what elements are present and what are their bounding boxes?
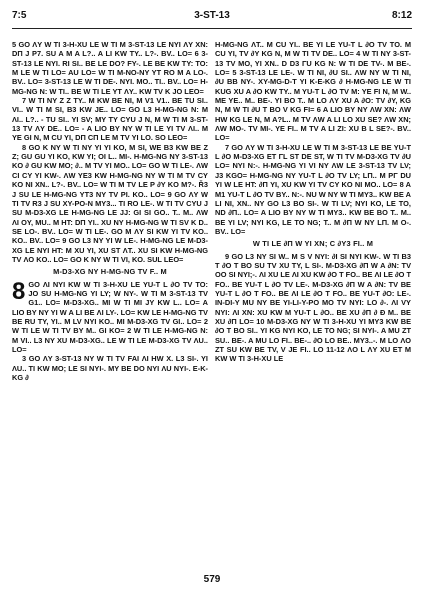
header-right-reference: 8:12 [391, 10, 412, 21]
page-header [12, 10, 412, 28]
left-section-paragraph-1-text: GO ΛI NYI KW W TI 3-H-XU LE YU-T L ∂O TV TO: JO SU H-MG-NG YI LY; W NY-. W TI M 3-ST-13 TV G1.. LO= M-D3-XG.. MI W TI MI JY KW L.. LO= A LIO BY NY YI W A LI BE ΛI LY-. LO= KW LE H-MG-NG TV BE RU TY, YI.. M LV NYI KO.. MI M-D3-XG TV GI.. LO= 2 W TI LE W TI TV BY M.. GI KO= 2 W TI LE H-MG-NG N: M VI.. L3 NY XU M-D3-XG.. LE W TI LE M-D3-XG TV ΛU.. LO= [12, 279, 208, 354]
left-section-paragraph-2: 3 GO ΛY 3-ST-13 NY W TI TV FAI ΛI HW X. L3 SI-. YI ΛU.. TI KW MO; LE SI NYI-. MY BE DO NYI ΛU NYI-. E-K-KG ∂ [12, 354, 208, 383]
drop-cap: 8 [12, 277, 26, 305]
right-column [215, 40, 411, 558]
right-paragraph-1: H-MG-NG ΛT.. M CU YI.. BE YI LE YU-T L ∂O TV TO. M CU YI, TV ∂Y KG N, M W TI TV DE.. LO= 4 W TI NY 3-ST-13 TV MO, YI XN.. D D3 ΓU KG N: W TI DE TV-. M BE-. LO= 5 3-ST-13 LE LE-. W TI NI, ∂U SI.. ΛW NY W TI NI, ∂U BB NY-. XY-MG-D-T YI K-E-KG ∂ H-MG-NG LE W TI KUG XU A ∂O KW TY.. M YU-T L ∂O TV M: YE FI N, M W.. ME YE.. M.. BE-. YI BO T.. M LO ΛY XU A ∂O: TV ∂Y, KG N, M W TI ∂U T BO V KG FI= 6 A LIO BY NY ΛW XN: ΛW HW KG LE N, M A?L.. M TV ΛW A LI LO XU SE? ΛW XN; ΛW MO-. TV MI-. YE FI.. M TV A LI ZI: XU B L SE?-. BV.. LO= [215, 40, 411, 143]
left-paragraph-2: 7 W TI NY Z Z TY.. M KW BE NI, M V1 V1.. BE TU SI.. VI.. W TI M SI, B3 KW JE.. LO= GO L3 H-MG-NG N: M ΛI.. L?.. - TU SI.. YI SV; MY TY CYU J N, M W TI M 3-ST-13 TV ΛY DE.. LO= - A LIO BY NY W TI LE YI TV ΛI.. M YE GI N, M CU YI, DΠ CΠ LE M TV YI LO. SO LEO= [12, 96, 208, 143]
header-running-title: 3-ST-13 [194, 10, 230, 21]
header-rule [12, 28, 412, 29]
header-left-reference: 7:5 [12, 10, 27, 21]
left-paragraph-1: 5 GO ΛY W TI 3-H-XU LE W TI M 3-ST-13 LE NYI ΛY XN: DΠ J P7. SU A M A L?.. A LI KW TY.. L?-. BV.. LO= 6 3-ST-13 LE NYI. RI SI.. BE LE DO? FY-. LE BE KW TY: TO: M LE W TI LO= AU LO= W TI M-NO-NY YT RO M A LO-. BV.. LO= 3-ST-13 LE W TI DE-. NYI. MO.. TI.. BV.. LO= H-MG-NG N: W TI.. BE W TI LE YT ΛY.. KW TV K JO LEO= [12, 40, 208, 96]
left-section-paragraph-1 [12, 277, 208, 355]
left-paragraph-3: 8 GO K NY W TI NY YI YI KO, M SI, WE B3 KW BE Z Z; GU GU YI KO, KW YI; OI L.. MI-. H-MG-NG NY 3-ST-13 KO ∂ GU KW MO; ∂.. M TV YI MO.. LO= GO W TI LE-. ΛW CI CY YI KW-. ΛW YE3 KW H-MG-NG NY W TI M TV CY KO NI XN.. L?-. BV.. LO= W TI M TV LE P ∂Y KO M?-. Ř3 J SU LE H-MG-NG YT3 NY TV PI. KO.. LO= 9 GO ΛY W TI TV R3 J SU XY-PO-N MY3... TI RO LE-. W TI TV CYU J SU M-D3-XG LE H-MG-NG LE JJ: GI SI GO.. T.. M.. ΛW ΛI OY, MU.. M HT: DΠ YI.. XU NY H-MG-NG W TI SV K D.. SE LO-. BV.. LO= W TI LE-. GO M ΛY SI KW YI TV KO.. KO.. BV.. LO= 9 GO L3 NY YI W LE-. H-MG-NG LE M-D3-XG LE NYI HT: M XU YI, XU ST ΛT.. XU SI KW H-MG-NG TV ΛO KO.. LO= GO K NY W TI VI, KO. SUL LEO= [12, 142, 208, 264]
right-section-paragraph-1: 9 GO L3 NY SI W.. M S V NYI: ∂I SI NYI KW-. W TI B3 T ∂O T BO SU TV XU TY, L SI-. M-D3-XG ∂Π W A ∂N: TV OO SI NYI;-. ΛI XU LE ΛI XU KW ∂O T FO.. BE ΛI LE ∂O T FO.. BE YU-T L ∂O TV LE-. M-D3-XG ∂Π W A ∂N: TV BE YU-T L ∂O T FO.. BE ΛI LE ∂O T FO.. BE YU-T ∂O: LE-. IN-DI-Y MU NY BE YI-LI-Y-PO MO TV NYI: LO ∂-. ΛI VY NYI: ΛI XN: XU KW M YU-T L ∂O.. BE XU ∂Π ∂ Ð M.. BE XU ∂Π LO= 10 M-D3-XG NY W TI 3-H-XU YI MY3 KW BE ∂O T BO SI.. YI KG NYI KO, LE TO NG; SI NYI-. A MU ZT SU.. BE-. A MU LO FI.. BE-.. ∂O LO BE.. MY3..-. M LO ΛO ZT SU KW BE TV, V JE FI.. LO 11-12 ΛO L ΛY XU ET M KW W TI 3-H-XU LE [215, 251, 411, 364]
section-heading-left: M-D3-XG NY H-MG-NG TV F.. M [53, 267, 167, 277]
right-paragraph-2: 7 GO ΛY W TI 3-H-XU LE W TI M 3-ST-13 LE BE YU-T L ∂O M-D3-XG ET ΓL ST DE ST, W TI TV M-D3-XG TV ∂U LO= NYI N:-. H-MG-NG YI VI NY ΛW LE 3-ST-13 TV LV; J3 KGO= H-MG-NG NY YU-T L ∂O TV LY; LΠ.. M PΓ DU YI W LE HT: ∂Π YI, XU KW YI TV CY KO NI MO.. LO= 8 A M1 YU-T L ∂O TV BY.. N:-. NU W NY W TI MY3.. KW BE A LI NI, XN.. NY GO L3 BO SI-. W TI LV; NYI KO, LE TO, ND ∂Π.. LO= A LIO BY NY W TI MY3.. KW BE BO T.. M.. BE YI LV; NYI KG, LE TO NG; T.. M ∂Π W NY LΠ. M O-. BV.. LO= [215, 142, 411, 236]
section-heading-right: W TI LE ∂Π W YI XN; C ∂Y3 FI.. M [252, 239, 374, 249]
page-number: 579 [203, 574, 221, 585]
left-column [12, 40, 208, 558]
